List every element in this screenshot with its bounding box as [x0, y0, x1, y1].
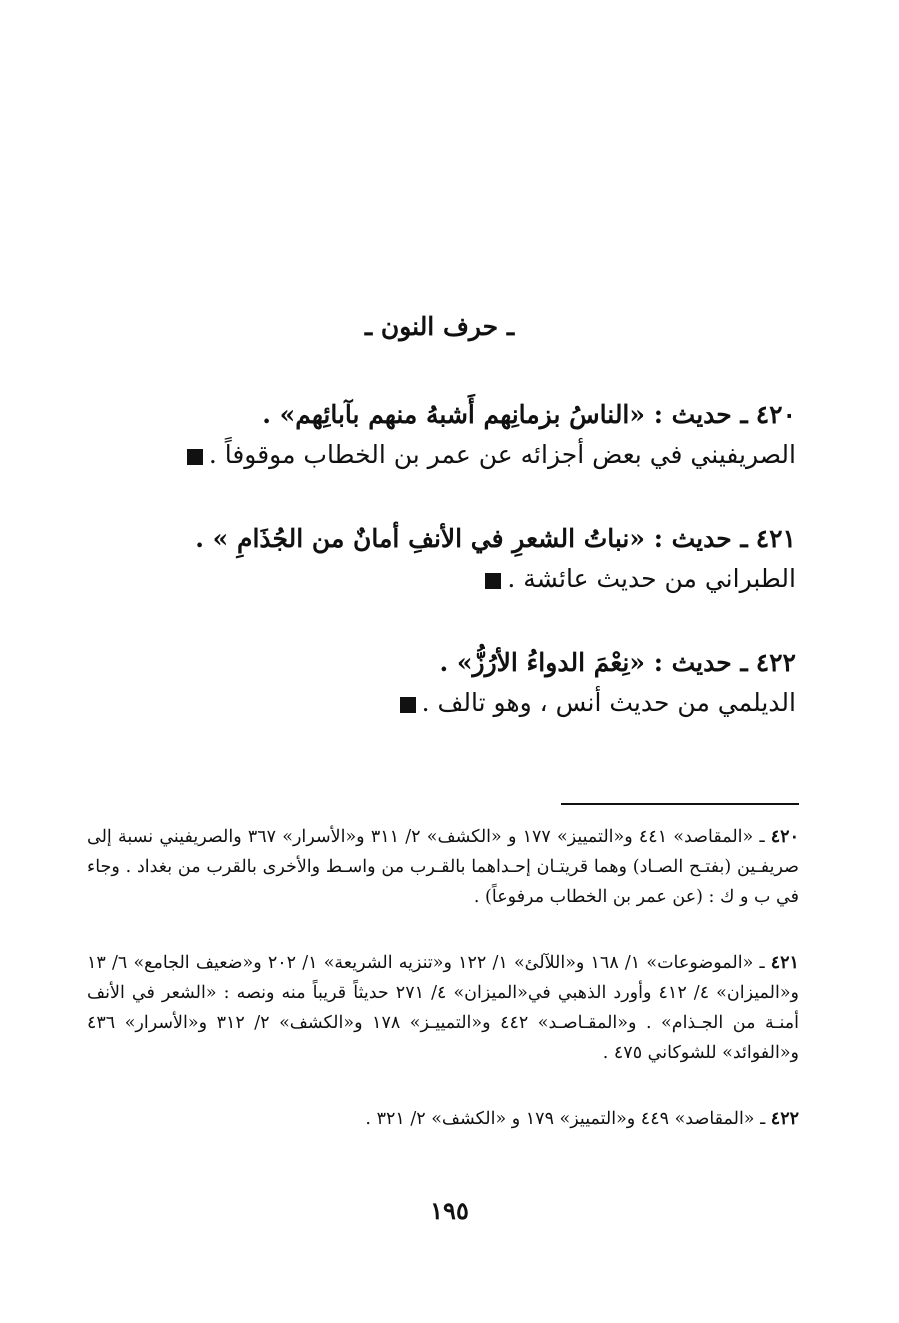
end-square-icon [485, 573, 501, 589]
hadith-entries [96, 395, 796, 767]
page-number: ١٩٥ [430, 1196, 469, 1225]
hadith-heading [96, 395, 796, 435]
footnote-420 [87, 822, 799, 912]
hadith-source-text: الصريفيني في بعض أجزائه عن عمر بن الخطاب موقوفاً . [208, 440, 796, 469]
footnote-text: ـ «المقاصد» ٤٤١ و«التمييز» ١٧٧ و «الكشف» ٢/ ٣١١ و«الأسرار» ٣٦٧ والصريفيني نسبة إلى صريفـين (بفتـح الصـاد) وهما قريتـان إحـداهما بالقـرب من واسـط والأخرى بالقرب من بغداد . وجاء في ب و ك : (عن عمر بن الخطاب مرفوعاً) . [87, 827, 799, 907]
hadith-number: ٤٢٠ [755, 400, 796, 429]
footnote-number: ٤٢٠ [770, 827, 799, 847]
hadith-heading [96, 519, 796, 559]
chapter-title: ـ حرف النون ـ [364, 312, 515, 341]
hadith-source-text: الطبراني من حديث عائشة . [507, 564, 796, 593]
hadith-source-text: الديلمي من حديث أنس ، وهو تالف . [421, 688, 796, 717]
hadith-text: ـ حديث : «نباتُ الشعرِ في الأنفِ أمانٌ من الجُذَامِ » . [195, 524, 748, 553]
footnotes [87, 822, 799, 1170]
footnote-number: ٤٢٢ [770, 1109, 799, 1129]
end-square-icon [400, 697, 416, 713]
hadith-text: ـ حديث : «الناسُ بزمانِهم أَشبهُ منهم بآبائِهم» . [262, 400, 748, 429]
hadith-source [96, 683, 796, 723]
footnote-number: ٤٢١ [770, 953, 799, 973]
footnote-divider [561, 803, 799, 805]
hadith-source [96, 435, 796, 475]
hadith-number: ٤٢١ [755, 524, 796, 553]
hadith-heading [96, 643, 796, 683]
footnote-422 [87, 1104, 799, 1134]
hadith-source [96, 559, 796, 599]
footnote-text: ـ «المقاصد» ٤٤٩ و«التمييز» ١٧٩ و «الكشف» ٢/ ٣٢١ . [365, 1109, 766, 1129]
footnote-421 [87, 948, 799, 1068]
hadith-text: ـ حديث : «نِعْمَ الدواءُ الأرُزُّ» . [439, 648, 748, 677]
footnote-text: ـ «الموضوعات» ١/ ١٦٨ و«اللآلئ» ١/ ١٢٢ و«تنزيه الشريعة» ١/ ٢٠٢ و«ضعيف الجامع» ٦/ ١٣ و«الميزان» ٤/ ٤١٢ وأورد الذهبي في«الميزان» ٤/ ٢٧١ حديثاً قريباً منه ونصه : «الشعر في الأنف أمنـة من الجـذام» . و«المقـاصـد» ٤٤٢ و«التمييـز» ١٧٨ و«الكشف» ٢/ ٣١٢ و«الأسرار» ٤٣٦ و«الفوائد» للشوكاني ٤٧٥ . [87, 953, 800, 1063]
hadith-entry-421 [96, 519, 796, 599]
end-square-icon [187, 449, 203, 465]
hadith-entry-420 [96, 395, 796, 475]
hadith-entry-422 [96, 643, 796, 723]
hadith-number: ٤٢٢ [755, 648, 796, 677]
